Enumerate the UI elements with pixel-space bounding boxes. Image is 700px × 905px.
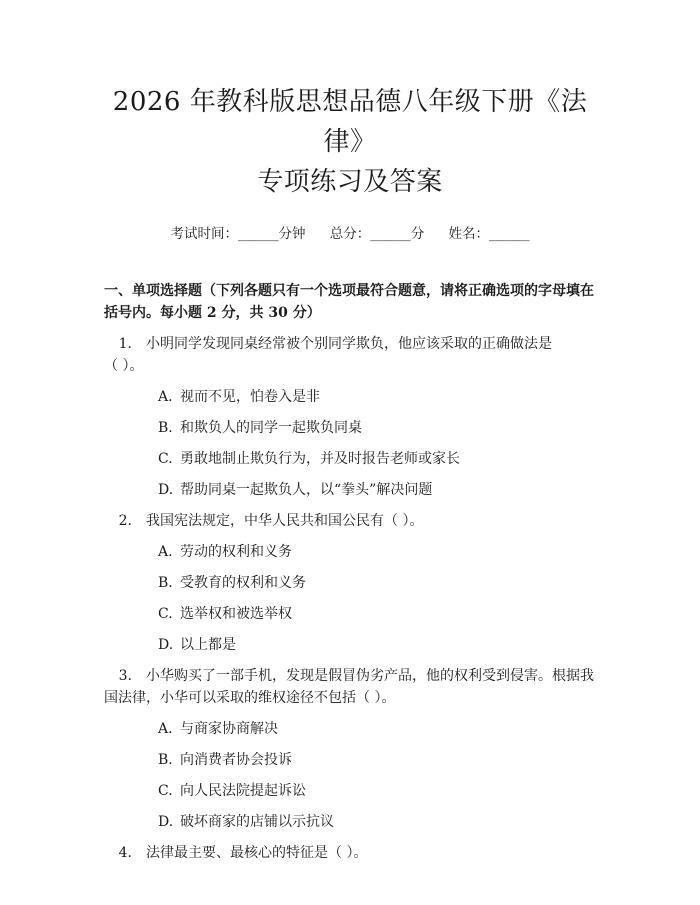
title-line-1: 2026 年教科版思想品德八年级下册《法律》: [112, 87, 588, 157]
option-letter: B.: [158, 575, 173, 591]
option-letter: A.: [158, 721, 173, 737]
title-line-2: 专项练习及答案: [257, 167, 443, 197]
option-text: 劳动的权利和义务: [180, 544, 292, 560]
question-text: 小明同学发现同桌经常被个别同学欺负，他应该采取的正确做法是: [146, 336, 552, 352]
option-text: 和欺负人的同学一起欺负同桌: [180, 420, 362, 436]
option: [104, 386, 596, 408]
option: [104, 811, 596, 833]
option-text: 破坏商家的店铺以示抗议: [180, 814, 334, 830]
document-title: [104, 0, 596, 202]
option-letter: D.: [158, 814, 174, 830]
question-text-continued: （ ）。: [104, 358, 144, 374]
option-letter: B.: [158, 752, 173, 768]
option: [104, 780, 596, 802]
question-text-continued: 国法律，小华可以采取的维权途径不包括（ ）。: [104, 690, 396, 706]
exam-meta: [104, 222, 596, 244]
question-number: 4.: [118, 845, 132, 861]
question-text: 小华购买了一部手机，发现是假冒伪劣产品，他的权利受到侵害。根据我: [146, 668, 594, 684]
option-letter: B.: [158, 420, 173, 436]
question-4: [104, 842, 596, 864]
option: [104, 749, 596, 771]
option: [104, 417, 596, 439]
option: [104, 541, 596, 563]
question-number: 2.: [118, 513, 132, 529]
option-text: 向消费者协会投诉: [180, 752, 292, 768]
option: [104, 634, 596, 656]
student-name: 姓名：______: [448, 226, 530, 242]
option: [104, 479, 596, 501]
question-2: [104, 510, 596, 532]
option-letter: D.: [158, 637, 174, 653]
option: [104, 448, 596, 470]
question-1: [104, 333, 596, 377]
option-letter: D.: [158, 482, 174, 498]
option-letter: A.: [158, 389, 173, 405]
exam-score: 总分：______分: [329, 226, 425, 242]
question-3: [104, 665, 596, 709]
question-text: 我国宪法规定，中华人民共和国公民有（ ）。: [146, 513, 424, 529]
option: [104, 572, 596, 594]
exam-time: 考试时间：______分钟: [170, 226, 306, 242]
option-text: 勇敢地制止欺负行为，并及时报告老师或家长: [180, 451, 460, 467]
option-text: 视而不见，怕卷入是非: [180, 389, 320, 405]
option-letter: C.: [158, 783, 173, 799]
section-heading: 一、单项选择题（下列各题只有一个选项最符合题意，请将正确选项的字母填在括号内。每小题 2 分，共 30 分）: [104, 283, 594, 321]
question-number: 1.: [118, 336, 132, 352]
option-text: 受教育的权利和义务: [180, 575, 306, 591]
option-text: 向人民法院提起诉讼: [180, 783, 306, 799]
option-text: 选举权和被选举权: [180, 606, 292, 622]
option-letter: C.: [158, 451, 173, 467]
option: [104, 603, 596, 625]
option-text: 与商家协商解决: [180, 721, 278, 737]
question-text: 法律最主要、最核心的特征是（ ）。: [146, 845, 368, 861]
option-letter: A.: [158, 544, 173, 560]
question-number: 3.: [118, 668, 132, 684]
option-letter: C.: [158, 606, 173, 622]
option-text: 以上都是: [180, 637, 236, 653]
option-text: 帮助同桌一起欺负人，以“拳头”解决问题: [180, 482, 433, 498]
option: [104, 718, 596, 740]
